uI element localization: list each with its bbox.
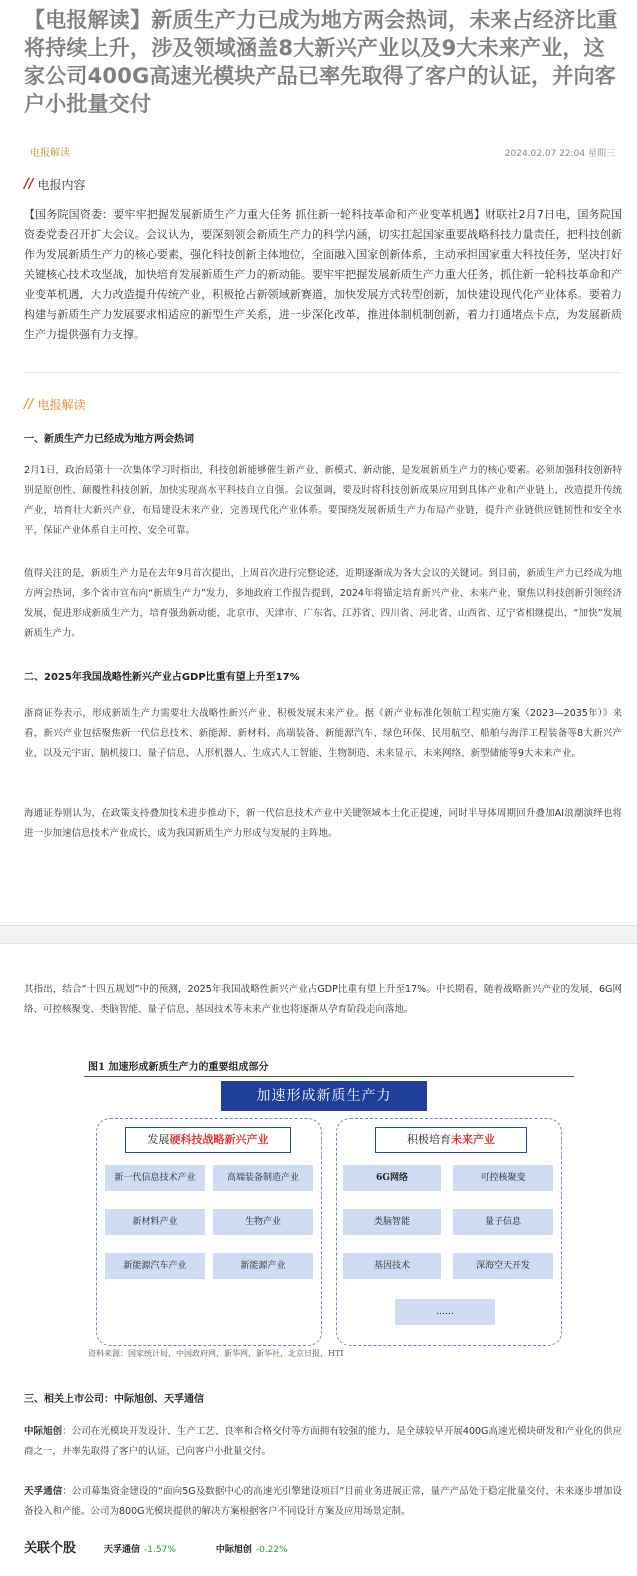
emerging-industries-title: 发展硬科技战略新兴产业 — [125, 1127, 291, 1153]
publish-datetime: 2024.02.07 22:04 星期三 — [504, 149, 615, 159]
section-marker-icon: // — [24, 177, 34, 192]
figure-banner: 加速形成新质生产力 — [221, 1081, 427, 1111]
stock-item[interactable]: 天孚通信 -1.57% — [104, 1545, 176, 1555]
company-name[interactable]: 天孚通信 — [24, 1486, 63, 1497]
industry-cell: 新能源产业 — [213, 1253, 313, 1279]
industry-cell: 高端装备制造产业 — [213, 1165, 313, 1191]
section1-paragraph: 值得关注的是，新质生产力是在去年9月首次提出，上周首次进行完整论述，近期逐渐成为各大会议的关键词。到目前，新质生产力已经成为地方两会热词，多个省市宣布向“新质生产力”发力，多地政府工作报告提到，2024年将锚定培育新兴产业、未来产业，聚焦以科技创新引领经济发展，促进形成新质生产力，培育强劲新动能，北京市、天津市、广东省、江苏省、四川省、河北省、山西省、辽宁省相继提出，“加快”发展新质生产力。 — [24, 568, 622, 639]
stock-change: -0.22% — [255, 1545, 288, 1555]
industry-cell: 新能源汽车产业 — [105, 1253, 205, 1279]
figure-rule — [84, 1076, 574, 1077]
industry-cell: 生物产业 — [213, 1209, 313, 1235]
emerging-industries-panel — [96, 1118, 322, 1346]
company-paragraph: 天孚通信：公司募集资金建设的“面向5G及数据中心的高速光引擎建设项目”目前业务进展正常，量产产品处于稳定批量交付，未来逐步增加设备投入和产能。公司为800G光模块提供的解决方案根据客户不同设计方案及应用场景定制。 — [24, 1486, 622, 1517]
section2-paragraph: 海通证券则认为，在政策支持叠加技术进步推动下，新一代信息技术产业中关键领域本土化正提速，同时半导体周期回升叠加AI浪潮演绎也将进一步加速信息技术产业成长，成为我国新质生产力形成与发展的主阵地。 — [24, 808, 622, 839]
divider — [24, 372, 622, 373]
industry-cell: 可控核聚变 — [453, 1165, 553, 1191]
section2-title: 二、2025年我国战略性新兴产业占GDP比重有望上升至17% — [24, 672, 300, 683]
industry-cell: …… — [395, 1299, 495, 1325]
figure-title: 图1 加速形成新质生产力的重要组成部分 — [88, 1062, 269, 1073]
future-industries-panel — [336, 1118, 562, 1346]
industry-diagram — [78, 1052, 574, 1360]
industry-cell: 新材料产业 — [105, 1209, 205, 1235]
future-industries-title: 积极培育未来产业 — [375, 1127, 527, 1153]
stock-item[interactable]: 中际旭创 -0.22% — [215, 1545, 288, 1555]
related-stocks-label: 关联个股 — [24, 1541, 77, 1556]
industry-cell: 基因技术 — [343, 1253, 441, 1279]
article-headline: 【电报解读】新质生产力已成为地方两会热词，未来占经济比重将持续上升，涉及领域涵盖8大新兴产业以及9大未来产业，这家公司400G高速光模块产品已率先取得了客户的认证，并向客户小批量交付 — [24, 8, 618, 116]
section3-title: 三、相关上市公司：中际旭创、天孚通信 — [24, 1394, 204, 1405]
analysis-section-heading: // 电报解读 — [24, 397, 86, 412]
section1-paragraph: 2月1日，政治局第十一次集体学习时指出，科技创新能够催生新产业、新模式、新动能，是发展新质生产力的核心要素。必须加强科技创新特别是原创性、颠覆性科技创新，加快实现高水平科技自立自强。会议强调，要及时将科技创新成果应用到具体产业和产业链上，改造提升传统产业，培育壮大新兴产业，布局建设未来产业，完善现代化产业体系。要围绕发展新质生产力布局产业链，提升产业链供应链韧性和安全水平，保证产业体系自主可控、安全可靠。 — [24, 465, 622, 536]
category-tag[interactable]: 电报解读 — [30, 148, 70, 159]
telegraph-section-heading: // 电报内容 — [24, 177, 86, 192]
section2-paragraph: 其指出，结合“十四五规划”中的预测，2025年我国战略性新兴产业占GDP比重有望上升至17%。中长期看，随着战略新兴产业的发展，6G网络、可控核聚变、类脑智能、量子信息、基因技术等未来产业也将逐渐从孕育阶段走向落地。 — [24, 984, 622, 1015]
industry-cell: 类脑智能 — [343, 1209, 441, 1235]
page-separator — [0, 925, 637, 944]
section1-title: 一、新质生产力已经成为地方两会热词 — [24, 434, 194, 445]
figure-source: 资料来源：国家统计局，中国政府网，新华网，新华社，北京日报，HTI — [88, 1349, 344, 1358]
industry-cell: 量子信息 — [453, 1209, 553, 1235]
company-paragraph: 中际旭创：公司在光模块开发设计、生产工艺、良率和合格交付等方面拥有较强的能力，是全球较早开展400G高速光模块研发和产业化的供应商之一，并率先取得了客户的认证，已向客户小批量交付。 — [24, 1426, 622, 1457]
section-marker-icon: // — [24, 397, 34, 412]
industry-cell: 新一代信息技术产业 — [105, 1165, 205, 1191]
industry-cell: 6G网络 — [343, 1165, 441, 1191]
stock-change: -1.57% — [144, 1545, 176, 1555]
industry-cell: 深海空天开发 — [453, 1253, 553, 1279]
section2-paragraph: 浙商证券表示，形成新质生产力需要壮大战略性新兴产业、积极发展未来产业。据《新产业标准化领航工程实施方案（2023—2035年）》来看，新兴产业包括聚焦新一代信息技术、新能源、新材料、高端装备、新能源汽车、绿色环保、民用航空、船舶与海洋工程装备等8大新兴产业，以及元宇宙、脑机接口、量子信息、人形机器人、生成式人工智能、生物制造、未来显示、未来网络、新型储能等9大未来产业。 — [24, 708, 622, 759]
related-stocks-bar — [24, 1537, 328, 1556]
company-name[interactable]: 中际旭创 — [24, 1426, 63, 1437]
telegraph-text: 【国务院国资委：要牢牢把握发展新质生产力重大任务 抓住新一轮科技革命和产业变革机遇】财联社2月7日电，国务院国资委党委召开扩大会议。会议认为，要深刻领会新质生产力的科学内涵，切实扛起国家重要战略科技力量责任，把科技创新作为发展新质生产力的核心要素，强化科技创新主体地位，全面融入国家创新体系，主动承担国家重大科技任务，坚决打好关键核心技术攻坚战，加快培育发展新质生产力的新动能。要牢牢把握发展新质生产力重大任务，抓住新一轮科技革命和产业变革机遇，大力改造提升传统产业，积极抢占新领域新赛道，加快发展方式转型创新，加快建设现代化产业体系。要着力构建与新质生产力发展要求相适应的新型生产关系，进一步深化改革，推进体制机制创新，着力打通堵点卡点，为发展新质生产力提供强有力支撑。 — [24, 208, 622, 341]
